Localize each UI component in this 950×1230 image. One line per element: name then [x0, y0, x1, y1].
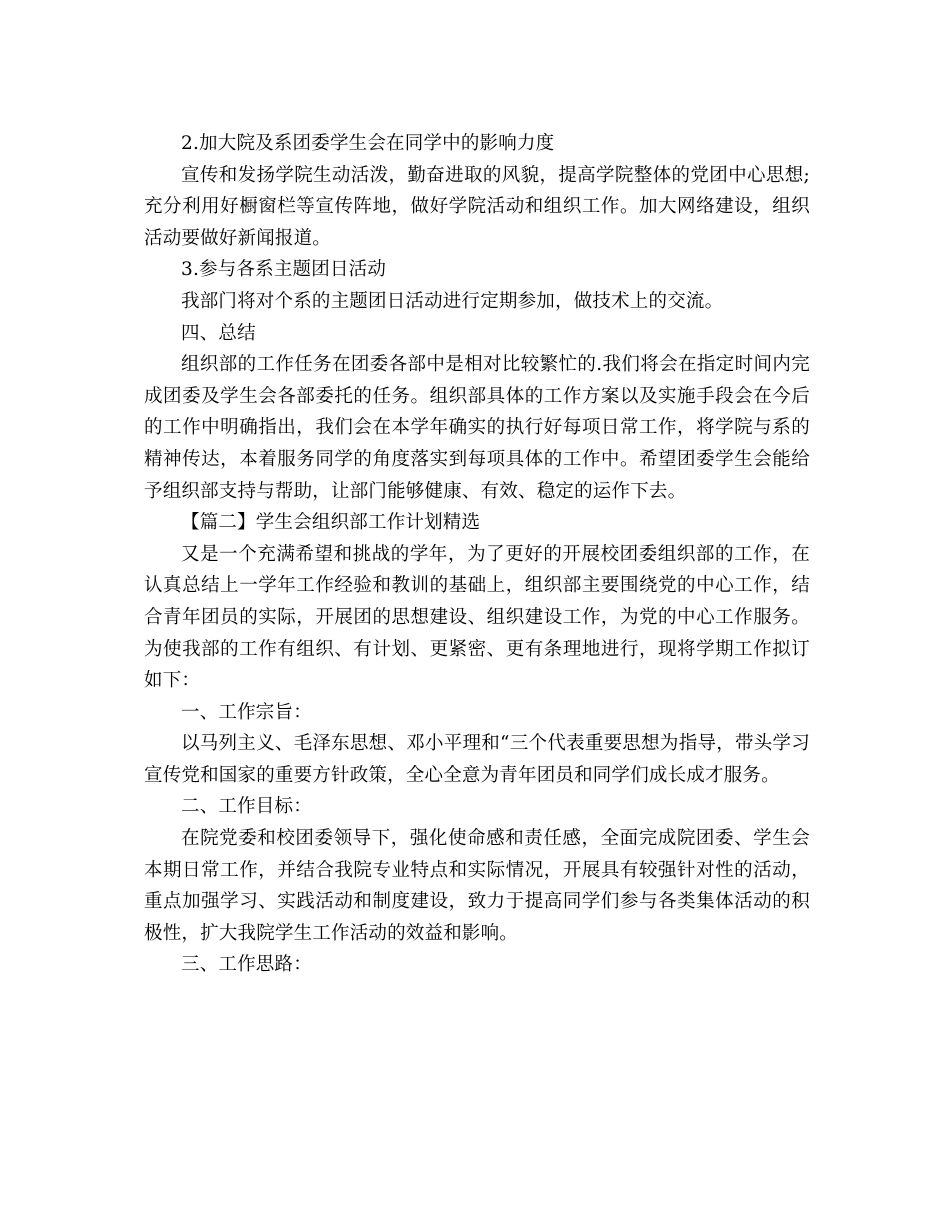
body-paragraph: 我部门将对个系的主题团日活动进行定期参加，做技术上的交流。	[181, 290, 724, 312]
article-title: 【篇二】学生会组织部工作计划精选	[181, 512, 481, 534]
section-heading: 三、工作思路：	[181, 954, 312, 976]
section-heading: 3.参与各系主题团日活动	[181, 259, 387, 281]
section-heading: 一、工作宗旨：	[181, 701, 312, 723]
body-paragraph: 宣传和发扬学院生动活泼，勤奋进取的风貌，提高学院整体的党团中心思想;充分利用好橱窗栏等宣传阵地，做好学院活动和组织工作。加大网络建设，组织活动要做好新闻报道。	[144, 164, 810, 249]
section-heading: 二、工作目标：	[181, 796, 312, 818]
section-heading: 2.加大院及系团委学生会在同学中的影响力度	[181, 133, 555, 154]
document-body	[144, 128, 810, 981]
body-paragraph: 在院党委和校团委领导下，强化使命感和责任感，全面完成院团委、学生会本期日常工作，并结合我院专业特点和实际情况，开展具有较强针对性的活动，重点加强学习、实践活动和制度建设，致力于提高同学们参与各类集体活动的积极性，扩大我院学生工作活动的效益和影响。	[144, 828, 810, 944]
section-heading: 四、总结	[181, 322, 256, 344]
body-paragraph: 又是一个充满希望和挑战的学年，为了更好的开展校团委组织部的工作，在认真总结上一学年工作经验和教训的基础上，组织部主要围绕党的中心工作，结合青年团员的实际，开展团的思想建设、组织建设工作，为党的中心工作服务。为使我部的工作有组织、有计划、更紧密、更有条理地进行，现将学期工作拟订如下：	[144, 543, 810, 692]
body-paragraph: 组织部的工作任务在团委各部中是相对比较繁忙的.我们将会在指定时间内完成团委及学生会各部委托的任务。组织部具体的工作方案以及实施手段会在今后的工作中明确指出，我们会在本学年确实的执行好每项日常工作，将学院与系的精神传达，本着服务同学的角度落实到每项具体的工作中。希望团委学生会能给予组织部支持与帮助，让部门能够健康、有效、稳定的运作下去。	[144, 354, 810, 502]
body-paragraph: 以马列主义、毛泽东思想、邓小平理和“三个代表重要思想为指导，带头学习宣传党和国家的重要方针政策，全心全意为青年团员和同学们成长成才服务。	[144, 733, 810, 786]
